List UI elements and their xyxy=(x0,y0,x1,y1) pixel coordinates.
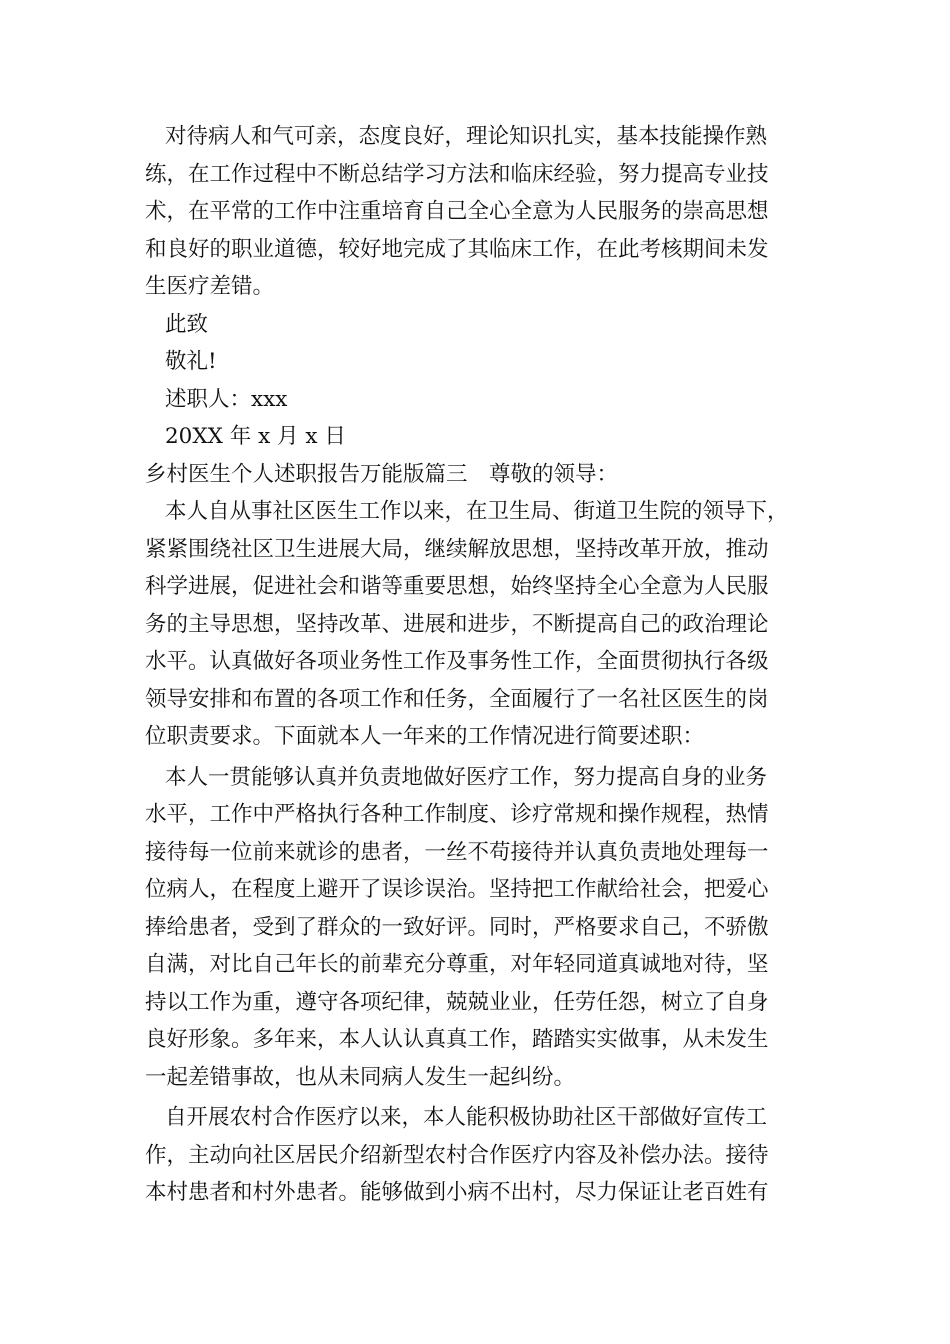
text-line: 良好形象。多年来，本人认认真真工作，踏踏实实做事，从未发生 xyxy=(145,1027,769,1052)
salutation-line: 此致 xyxy=(165,311,209,337)
regards-line: 敬礼! xyxy=(165,349,217,374)
signer-line: 述职人：xxx xyxy=(165,386,288,412)
text-line: 领导安排和布置的各项工作和任务，全面履行了一名社区医生的岗 xyxy=(145,686,769,712)
text-line: 作，主动向社区居民介绍新型农村合作医疗内容及补偿办法。接待 xyxy=(145,1142,769,1168)
text-line: 本人一贯能够认真并负责地做好医疗工作，努力提高自身的业务 xyxy=(165,764,768,790)
paragraph-1 xyxy=(145,118,825,306)
text-line: 自满，对比自己年长的前辈充分尊重，对年轻同道真诚地对待，坚 xyxy=(145,952,769,977)
text-line: 本村患者和村外患者。能够做到小病不出村，尽力保证让老百姓有 xyxy=(145,1180,769,1205)
text-line: 水平，工作中严格执行各种工作制度、诊疗常规和操作规程，热情 xyxy=(145,802,769,827)
text-line: 术，在平常的工作中注重培育自己全心全意为人民服务的崇高思想 xyxy=(145,199,769,224)
text-line: 练，在工作过程中不断总结学习方法和临床经验，努力提高专业技 xyxy=(145,161,769,187)
paragraph-4 xyxy=(145,1099,825,1212)
text-line: 生医疗差错。 xyxy=(145,274,275,299)
text-line: 位病人，在程度上避开了误诊误治。坚持把工作献给社会，把爱心 xyxy=(145,877,769,902)
text-line: 本人自从事社区医生工作以来，在卫生局、街道卫生院的领导下， xyxy=(165,499,789,524)
text-line: 接待每一位前来就诊的患者，一丝不苟接待并认真负责地处理每一 xyxy=(145,839,769,865)
text-line: 紧紧围绕社区卫生进展大局，继续解放思想，坚持改革开放，推动 xyxy=(145,536,769,562)
text-line: 和良好的职业道德，较好地完成了其临床工作，在此考核期间未发 xyxy=(145,236,769,262)
text-line: 位职责要求。下面就本人一年来的工作情况进行简要述职： xyxy=(145,724,705,749)
text-line: 持以工作为重，遵守各项纪律，兢兢业业，任劳任怨，树立了自身 xyxy=(145,989,769,1015)
text-line: 对待病人和气可亲，态度良好，理论知识扎实，基本技能操作熟 xyxy=(165,124,768,149)
date-line: 20XX 年 x 月 x 日 xyxy=(165,424,346,449)
text-line: 水平。认真做好各项业务性工作及事务性工作，全面贯彻执行各级 xyxy=(145,649,769,674)
paragraph-3 xyxy=(145,759,825,1097)
text-line: 科学进展，促进社会和谐等重要思想，始终坚持全心全意为人民服 xyxy=(145,574,769,599)
section-heading: 乡村医生个人述职报告万能版篇三 尊敬的领导： xyxy=(145,461,619,487)
paragraph-2 xyxy=(145,493,825,756)
document-page xyxy=(145,118,825,1212)
text-line: 务的主导思想，坚持改革、进展和进步，不断提高自己的政治理论 xyxy=(145,611,769,637)
text-line: 自开展农村合作医疗以来，本人能积极协助社区干部做好宣传工 xyxy=(165,1105,768,1130)
text-line: 一起差错事故，也从未同病人发生一起纠纷。 xyxy=(145,1064,576,1090)
closing-block xyxy=(145,306,825,456)
text-line: 捧给患者，受到了群众的一致好评。同时，严格要求自己，不骄傲 xyxy=(145,914,769,940)
